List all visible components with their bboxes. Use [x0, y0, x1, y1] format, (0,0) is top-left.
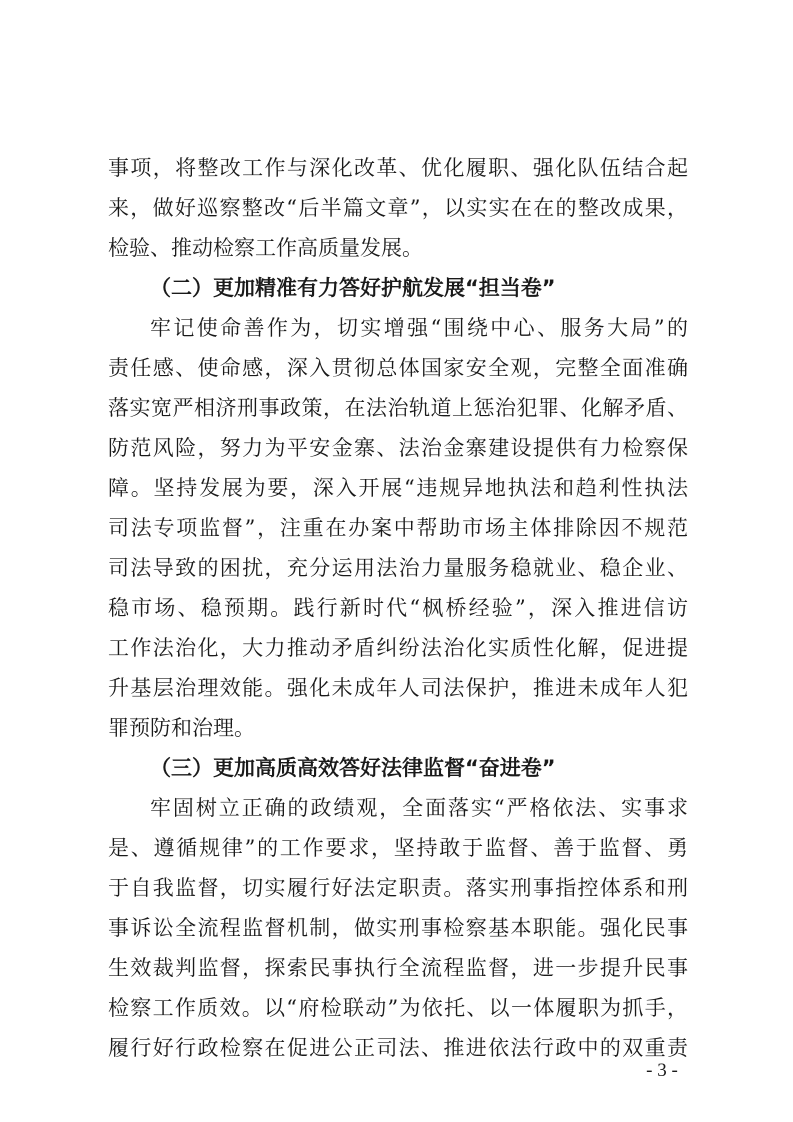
paragraph-3-line-4: 事诉讼全流程监督机制，做实刑事检察基本职能。强化民事: [108, 916, 688, 940]
paragraph-2-line-2: 责任感、使命感，深入贯彻总体国家安全观，完整全面准确: [108, 356, 688, 380]
paragraph-2-line-7: 司法导致的困扰，充分运用法治力量服务稳就业、稳企业、: [108, 556, 688, 580]
paragraph-3-line-2: 是、遵循规律”的工作要求，坚持敢于监督、善于监督、勇: [108, 836, 688, 860]
section-heading-3: （三）更加高质高效答好法律监督“奋进卷”: [150, 756, 556, 780]
section-heading-2: （二）更加精准有力答好护航发展“担当卷”: [150, 276, 556, 300]
paragraph-3-line-5: 生效裁判监督，探索民事执行全流程监督，进一步提升民事: [108, 956, 688, 980]
paragraph-2-line-11: 罪预防和治理。: [108, 716, 255, 740]
paragraph-2-line-6: 司法专项监督”，注重在办案中帮助市场主体排除因不规范: [108, 516, 688, 540]
paragraph-2-line-8: 稳市场、稳预期。践行新时代“枫桥经验”，深入推进信访: [108, 596, 688, 620]
paragraph-3-line-1: 牢固树立正确的政绩观，全面落实“严格依法、实事求: [150, 796, 688, 820]
paragraph-1-line-3: 检验、推动检察工作高质量发展。: [108, 236, 423, 260]
paragraph-3-line-3: 于自我监督，切实履行好法定职责。落实刑事指控体系和刑: [108, 876, 688, 900]
paragraph-3-line-6: 检察工作质效。以“府检联动”为依托、以一体履职为抓手，: [108, 996, 688, 1020]
paragraph-2-line-5: 障。坚持发展为要，深入开展“违规异地执法和趋利性执法: [108, 476, 688, 500]
paragraph-1-line-1: 事项，将整改工作与深化改革、优化履职、强化队伍结合起: [108, 156, 688, 180]
paragraph-1-line-2: 来，做好巡察整改“后半篇文章”，以实实在在的整改成果，: [108, 196, 688, 220]
paragraph-2-line-10: 升基层治理效能。强化未成年人司法保护，推进未成年人犯: [108, 676, 688, 700]
paragraph-2-line-1: 牢记使命善作为，切实增强“围绕中心、服务大局”的: [150, 316, 688, 340]
paragraph-3-line-7: 履行好行政检察在促进公正司法、推进依法行政中的双重责: [108, 1036, 688, 1060]
paragraph-2-line-9: 工作法治化，大力推动矛盾纠纷法治化实质性化解，促进提: [108, 636, 688, 660]
paragraph-2-line-3: 落实宽严相济刑事政策，在法治轨道上惩治犯罪、化解矛盾、: [108, 396, 688, 420]
paragraph-2-line-4: 防范风险，努力为平安金寨、法治金寨建设提供有力检察保: [108, 436, 688, 460]
page-number: - 3 -: [646, 1060, 678, 1081]
